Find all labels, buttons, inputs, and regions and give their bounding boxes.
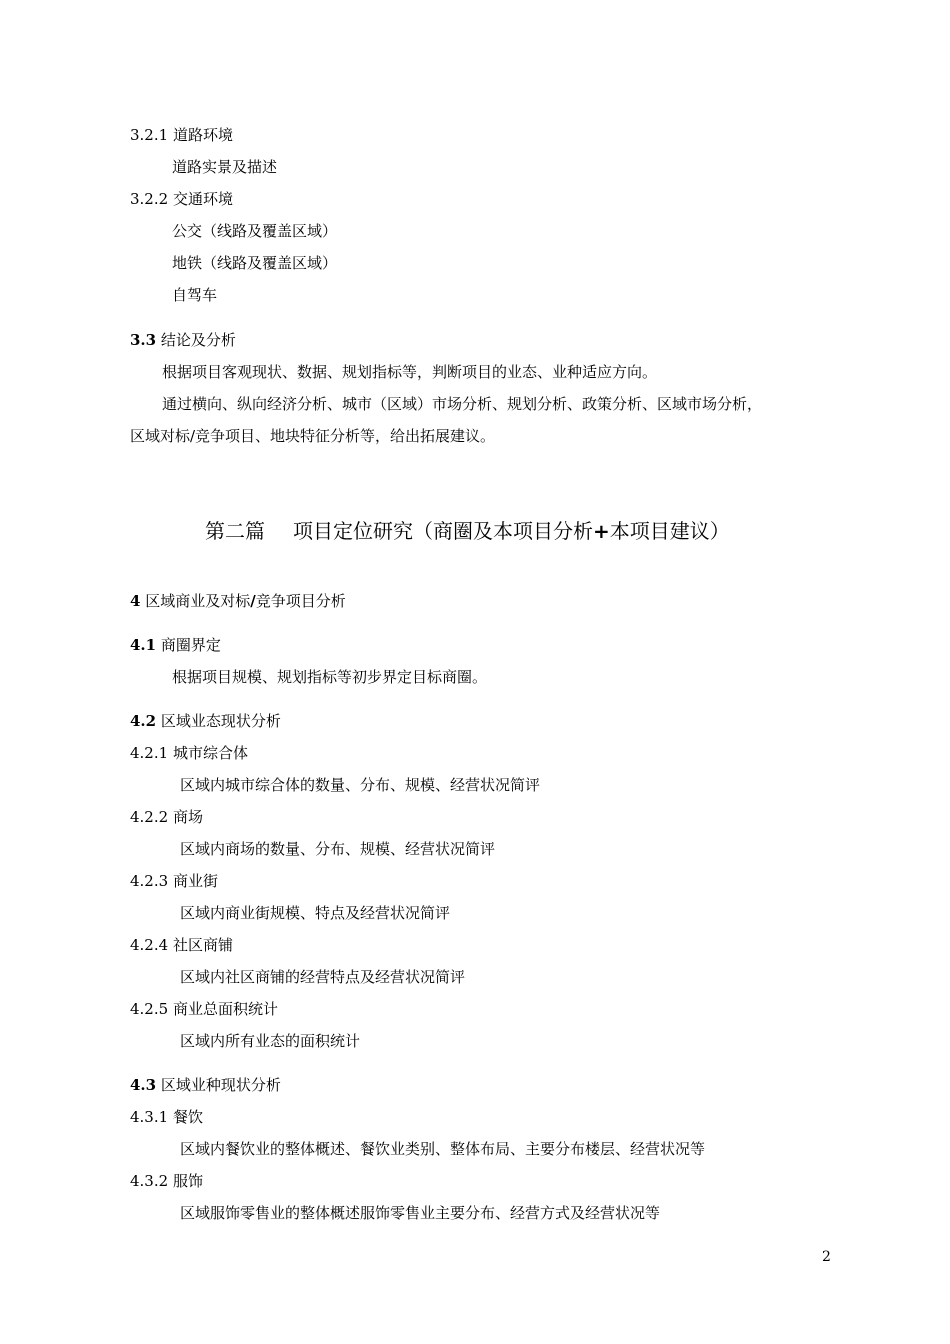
section-title: 区域业态现状分析 bbox=[160, 712, 281, 730]
part-title-end: 本项目建议） bbox=[609, 519, 730, 543]
body-text: 区域内商业街规模、特点及经营状况简评 bbox=[180, 904, 451, 922]
section-title: 商业总面积统计 bbox=[172, 1000, 278, 1018]
section-title: 社区商铺 bbox=[172, 936, 233, 954]
section-title: 道路环境 bbox=[172, 126, 233, 144]
section-title: 区域商业及对标 bbox=[145, 592, 251, 610]
section-title: 服饰 bbox=[172, 1172, 203, 1190]
heading-4-2-3 bbox=[130, 871, 218, 891]
section-number: 3.2.2 bbox=[130, 190, 169, 208]
section-title: 餐饮 bbox=[172, 1108, 203, 1126]
list-item: 自驾车 bbox=[172, 286, 218, 304]
section-number: 3.2.1 bbox=[130, 126, 169, 144]
section-number: 4.2.5 bbox=[130, 1000, 169, 1018]
slash: / bbox=[250, 592, 256, 610]
paragraph: 根据项目客观现状、数据、规划指标等，判断项目的业态、业种适应方向。 bbox=[162, 363, 658, 381]
body-text: 区域服饰零售业的整体概述服饰零售业主要分布、经营方式及经营状况等 bbox=[180, 1204, 661, 1222]
heading-4-3-1 bbox=[130, 1107, 203, 1127]
heading-4-3 bbox=[130, 1075, 281, 1095]
body-text: 道路实景及描述 bbox=[172, 158, 278, 176]
section-title: 结论及分析 bbox=[160, 331, 236, 349]
section-number: 4.3.1 bbox=[130, 1108, 169, 1126]
body-text: 区域内社区商铺的经营特点及经营状况简评 bbox=[180, 968, 466, 986]
body-text: 区域内商场的数量、分布、规模、经营状况简评 bbox=[180, 840, 496, 858]
body-text: 区域内所有业态的面积统计 bbox=[180, 1032, 361, 1050]
heading-4-2 bbox=[130, 711, 281, 731]
heading-4-2-5 bbox=[130, 999, 278, 1019]
heading-4 bbox=[130, 591, 346, 611]
section-title-end: 竞争项目分析 bbox=[255, 592, 346, 610]
heading-4-2-1 bbox=[130, 743, 248, 763]
section-number: 3.3 bbox=[130, 331, 157, 349]
list-item: 地铁（线路及覆盖区域） bbox=[172, 254, 338, 272]
body-text: 根据项目规模、规划指标等初步界定目标商圈。 bbox=[172, 668, 488, 686]
section-number: 4.2.4 bbox=[130, 936, 169, 954]
body-text: 区域内餐饮业的整体概述、餐饮业类别、整体布局、主要分布楼层、经营状况等 bbox=[180, 1140, 706, 1158]
list-item: 公交（线路及覆盖区域） bbox=[172, 222, 338, 240]
section-number: 4.2.1 bbox=[130, 744, 169, 762]
part-label: 第二篇 bbox=[205, 519, 265, 543]
heading-3-3 bbox=[130, 330, 236, 350]
section-title: 商场 bbox=[172, 808, 203, 826]
part-title: 项目定位研究（商圈及本项目分析 bbox=[293, 519, 593, 543]
section-title: 城市综合体 bbox=[172, 744, 248, 762]
heading-4-2-4 bbox=[130, 935, 233, 955]
section-number: 4.3.2 bbox=[130, 1172, 169, 1190]
heading-3-2-1 bbox=[130, 125, 233, 145]
section-number: 4 bbox=[130, 592, 141, 610]
body-text: 区域内城市综合体的数量、分布、规模、经营状况简评 bbox=[180, 776, 541, 794]
heading-4-1 bbox=[130, 635, 221, 655]
section-number: 4.3 bbox=[130, 1076, 157, 1094]
heading-4-3-2 bbox=[130, 1171, 203, 1191]
section-number: 4.2 bbox=[130, 712, 157, 730]
paragraph: 区域对标/竞争项目、地块特征分析等，给出拓展建议。 bbox=[130, 427, 496, 445]
heading-3-2-2 bbox=[130, 189, 233, 209]
paragraph: 通过横向、纵向经济分析、城市（区域）市场分析、规划分析、政策分析、区域市场分析， bbox=[162, 395, 763, 413]
section-title: 区域业种现状分析 bbox=[160, 1076, 281, 1094]
section-number: 4.2.3 bbox=[130, 872, 169, 890]
section-title: 交通环境 bbox=[172, 190, 233, 208]
section-number: 4.2.2 bbox=[130, 808, 169, 826]
section-title: 商业街 bbox=[172, 872, 218, 890]
plus-sign: + bbox=[593, 519, 610, 543]
section-title: 商圈界定 bbox=[160, 636, 221, 654]
page-number: 2 bbox=[822, 1249, 831, 1265]
part-heading bbox=[205, 517, 730, 545]
section-number: 4.1 bbox=[130, 636, 157, 654]
heading-4-2-2 bbox=[130, 807, 203, 827]
